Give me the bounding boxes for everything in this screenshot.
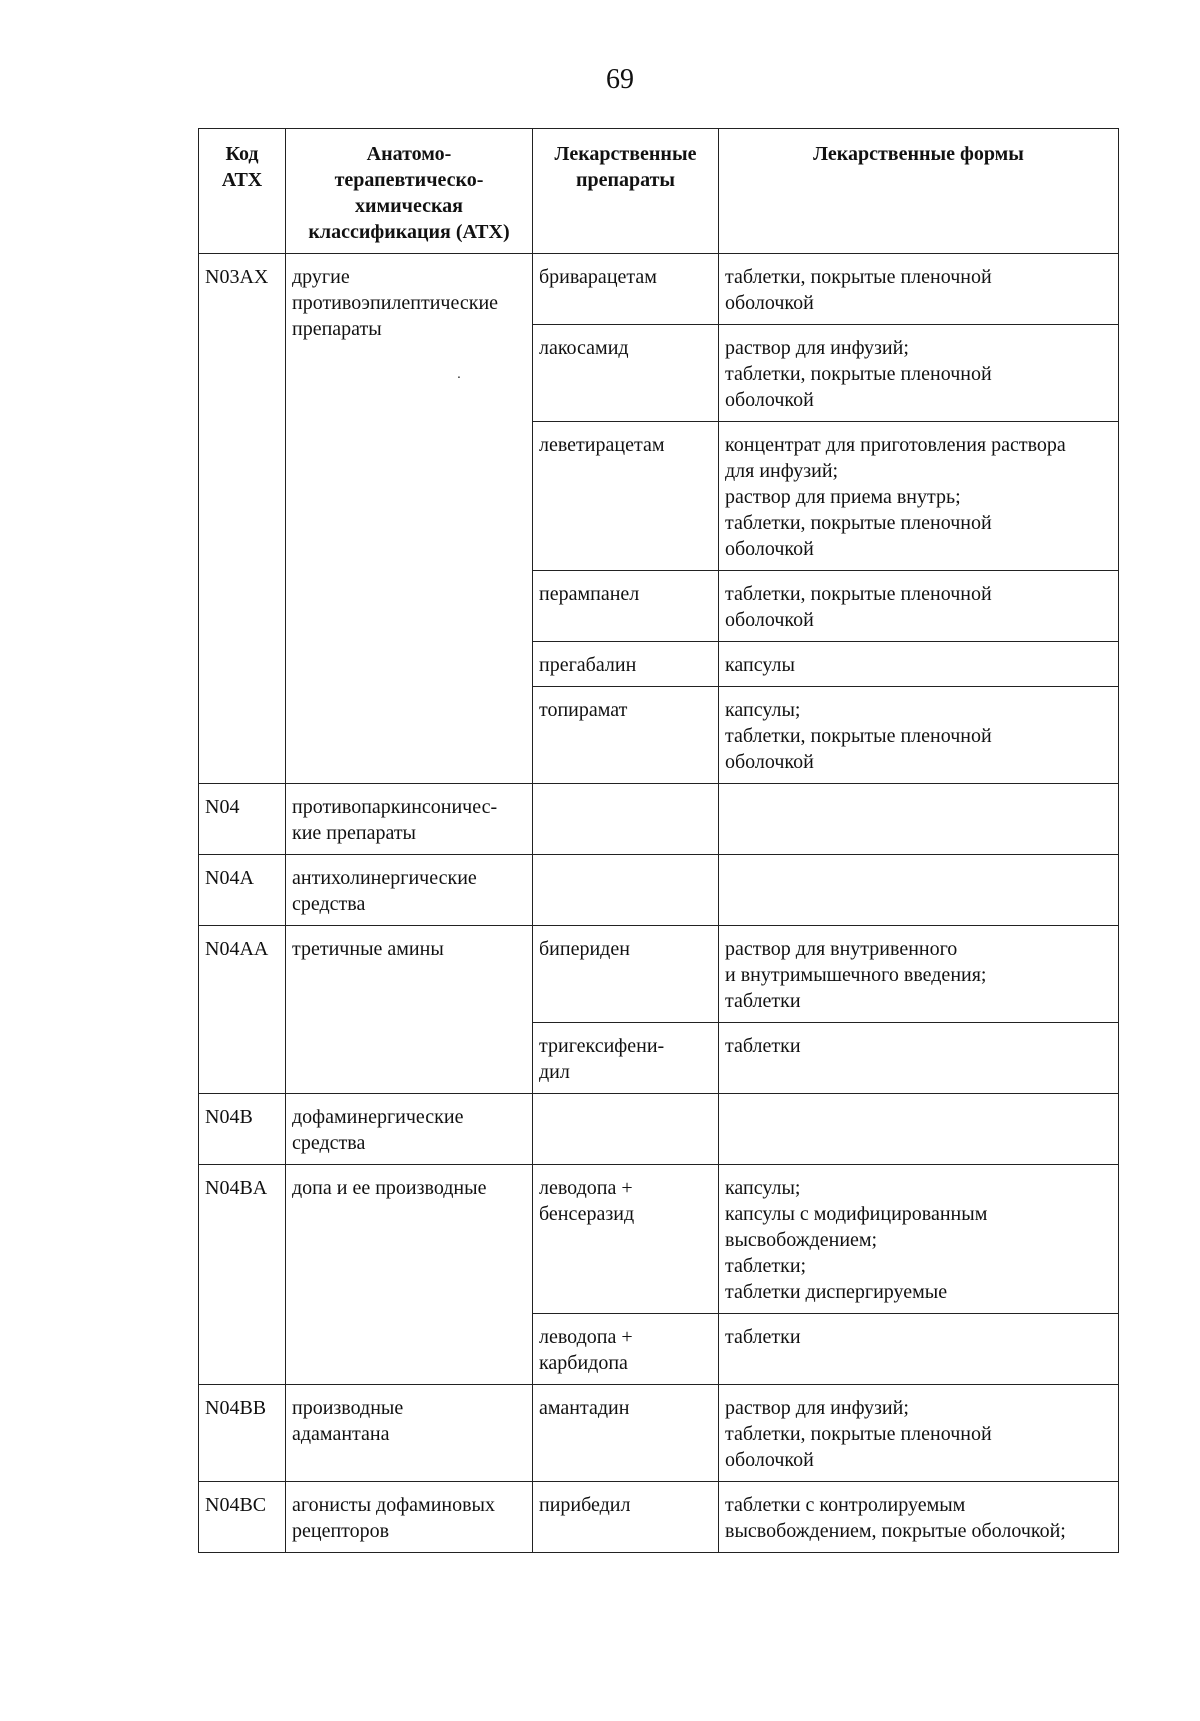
drug-name-cell: бриварацетам — [533, 254, 719, 325]
drug-forms-cell — [719, 571, 1119, 642]
dosage-form-line: концентрат для приготовления раствора — [725, 434, 1066, 456]
atx-classification-cell: агонисты дофаминовых рецепторов — [286, 1482, 533, 1553]
dosage-form-line: таблетки, покрытые пленочной — [725, 725, 992, 747]
page-number: 69 — [606, 64, 634, 95]
atx-code-cell: N04BC — [199, 1482, 286, 1553]
dosage-form-line: таблетки — [725, 1326, 801, 1348]
dosage-form-line: таблетки — [725, 1035, 801, 1057]
dosage-form-line: таблетки, покрытые пленочной — [725, 1423, 992, 1445]
table-body — [199, 254, 1119, 1553]
table-row — [199, 254, 1119, 325]
atx-classification-cell: допа и ее производные — [286, 1165, 533, 1385]
atx-code-cell: N04AA — [199, 926, 286, 1094]
drug-forms-cell — [719, 1314, 1119, 1385]
dosage-form-line: и внутримышечного введения; — [725, 964, 987, 986]
drug-name-cell: леветирацетам — [533, 422, 719, 571]
drug-name-cell: леводопа + бенсеразид — [533, 1165, 719, 1314]
table-row — [199, 784, 1119, 855]
dosage-form-line: оболочкой — [725, 1449, 814, 1471]
dosage-form-line: высвобождением; — [725, 1229, 878, 1251]
atx-code-cell: N04 — [199, 784, 286, 855]
dosage-form-line: таблетки, покрытые пленочной — [725, 583, 992, 605]
header-classification: Анатомо- терапевтическо- химическая классификация (АТХ) — [286, 129, 533, 254]
atx-classification-cell: антихолинергические средства — [286, 855, 533, 926]
dosage-form-line: таблетки с контролируемым — [725, 1494, 966, 1516]
dosage-form-line: капсулы — [725, 654, 795, 676]
drug-name-cell — [533, 855, 719, 926]
dosage-form-line: оболочкой — [725, 292, 814, 314]
atx-code-cell: N03AX — [199, 254, 286, 784]
table-row — [199, 1385, 1119, 1482]
drug-forms-cell — [719, 642, 1119, 687]
dosage-form-line: таблетки, покрытые пленочной — [725, 512, 992, 534]
table-row — [199, 855, 1119, 926]
dosage-form-line: капсулы; — [725, 1177, 801, 1199]
atx-code-cell: N04B — [199, 1094, 286, 1165]
drug-forms-cell — [719, 855, 1119, 926]
dosage-form-line: высвобождением, покрытые оболочкой; — [725, 1520, 1066, 1542]
drug-forms-cell — [719, 1482, 1119, 1553]
dosage-form-line: капсулы с модифицированным — [725, 1203, 988, 1225]
atx-code-cell: N04BA — [199, 1165, 286, 1385]
drug-name-cell: бипериден — [533, 926, 719, 1023]
dosage-form-line: раствор для внутривенного — [725, 938, 958, 960]
drug-forms-cell — [719, 325, 1119, 422]
drug-name-cell: леводопа + карбидопа — [533, 1314, 719, 1385]
dosage-form-line: таблетки диспергируемые — [725, 1281, 948, 1303]
atx-classification-cell: третичные амины — [286, 926, 533, 1094]
drug-name-cell — [533, 1094, 719, 1165]
atx-table — [198, 128, 1119, 1553]
drug-name-cell: пирибедил — [533, 1482, 719, 1553]
dosage-form-line: раствор для приема внутрь; — [725, 486, 961, 508]
drug-forms-cell — [719, 1385, 1119, 1482]
drug-name-cell: лакосамид — [533, 325, 719, 422]
drug-name-cell: прегабалин — [533, 642, 719, 687]
atx-classification-cell: производные адамантана — [286, 1385, 533, 1482]
dosage-form-line: оболочкой — [725, 609, 814, 631]
header-drugs: Лекарственные препараты — [533, 129, 719, 254]
drug-forms-cell — [719, 1023, 1119, 1094]
drug-name-cell: амантадин — [533, 1385, 719, 1482]
dosage-form-line: таблетки, покрытые пленочной — [725, 266, 992, 288]
dosage-form-line: раствор для инфузий; — [725, 1397, 909, 1419]
dosage-form-line: раствор для инфузий; — [725, 337, 909, 359]
drug-forms-cell — [719, 784, 1119, 855]
drug-forms-cell — [719, 687, 1119, 784]
table-header-row — [199, 129, 1119, 254]
drug-name-cell: топирамат — [533, 687, 719, 784]
dosage-form-line: оболочкой — [725, 751, 814, 773]
dosage-form-line: таблетки — [725, 990, 801, 1012]
drug-forms-cell — [719, 1094, 1119, 1165]
drug-name-cell: тригексифени- дил — [533, 1023, 719, 1094]
drug-name-cell: перампанел — [533, 571, 719, 642]
header-code: Код АТХ — [199, 129, 286, 254]
dosage-form-line: для инфузий; — [725, 460, 839, 482]
drug-forms-cell — [719, 926, 1119, 1023]
table-row — [199, 926, 1119, 1023]
scan-speck: · — [456, 371, 462, 386]
dosage-form-line: капсулы; — [725, 699, 801, 721]
dosage-form-line: таблетки, покрытые пленочной — [725, 363, 992, 385]
table-row — [199, 1165, 1119, 1314]
atx-classification-cell: дофаминергические средства — [286, 1094, 533, 1165]
dosage-form-line: таблетки; — [725, 1255, 807, 1277]
table-row — [199, 1094, 1119, 1165]
dosage-form-line: оболочкой — [725, 538, 814, 560]
drug-name-cell — [533, 784, 719, 855]
table-row — [199, 1482, 1119, 1553]
drug-forms-cell — [719, 254, 1119, 325]
atx-code-cell: N04A — [199, 855, 286, 926]
atx-classification-cell: другие противоэпилептические препараты · — [286, 254, 533, 784]
atx-classification-cell: противопаркинсоничес- кие препараты — [286, 784, 533, 855]
drug-forms-cell — [719, 422, 1119, 571]
drug-forms-cell — [719, 1165, 1119, 1314]
atx-code-cell: N04BB — [199, 1385, 286, 1482]
dosage-form-line: оболочкой — [725, 389, 814, 411]
header-forms: Лекарственные формы — [719, 129, 1119, 254]
